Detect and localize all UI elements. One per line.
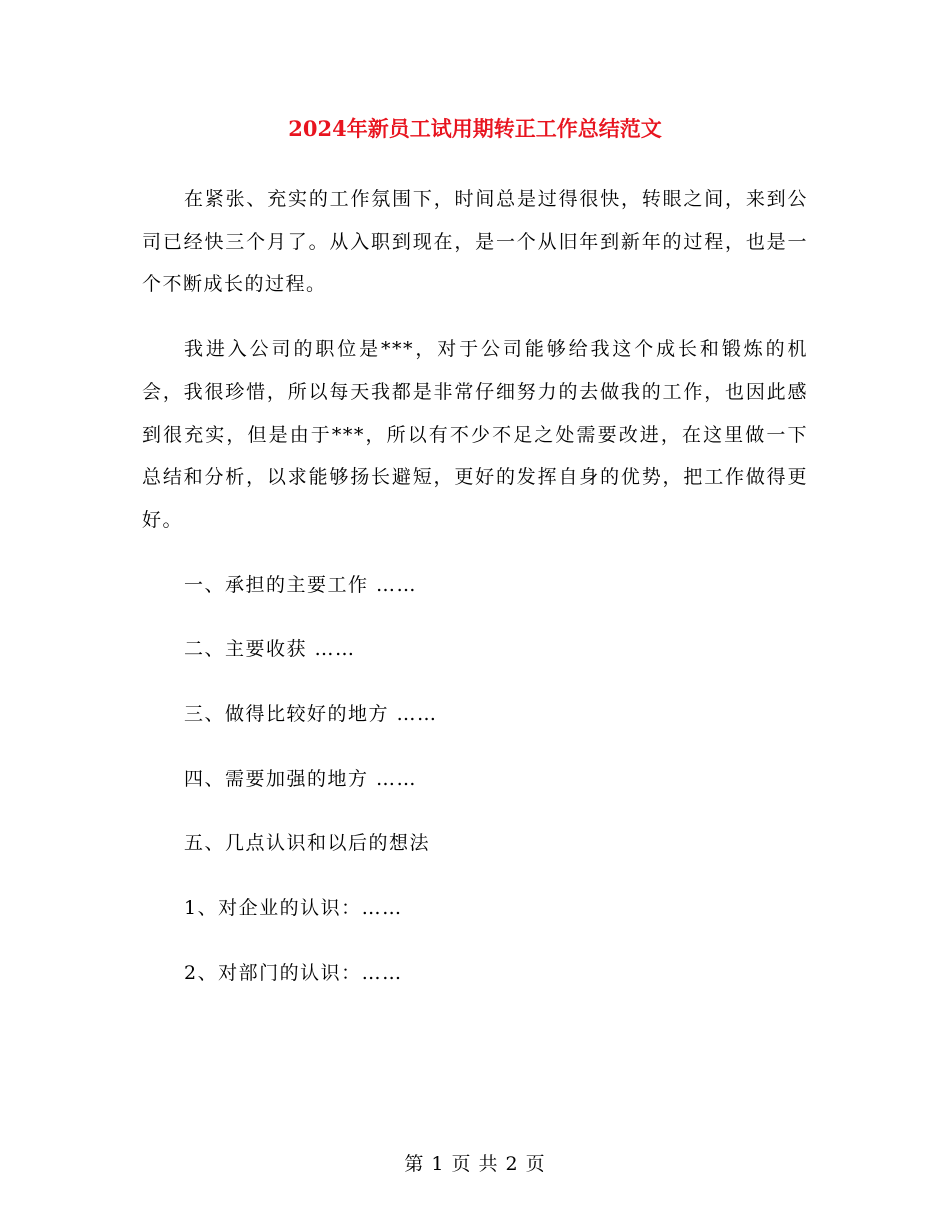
section-heading-gains: 二、主要收获 ……: [184, 638, 356, 661]
document-body: [142, 178, 808, 995]
subitem-department-understanding: 2、对部门的认识：……: [184, 961, 403, 984]
section-heading-strengths: 三、做得比较好的地方 ……: [184, 703, 438, 726]
section-heading-improvements: 四、需要加强的地方 ……: [184, 767, 418, 790]
document-title: 2024年新员工试用期转正工作总结范文: [288, 116, 662, 141]
section-heading-main-work: 一、承担的主要工作 ……: [184, 573, 418, 596]
page-number-footer: [0, 1150, 950, 1178]
subitem-company-understanding: 1、对企业的认识：……: [184, 897, 403, 920]
paragraph-position: 我进入公司的职位是***，对于公司能够给我这个成长和锻炼的机会，我很珍惜，所以每天我都是非常仔细努力的去做我的工作，也因此感到很充实，但是由于***，所以有不少不足之处需要改进，在这里做一下总结和分析，以求能够扬长避短，更好的发挥自身的优势，把工作做得更好。: [142, 338, 808, 531]
section-heading-thoughts: 五、几点认识和以后的想法: [184, 832, 431, 855]
paragraph-intro: 在紧张、充实的工作氛围下，时间总是过得很快，转眼之间，来到公司已经快三个月了。从入职到现在，是一个从旧年到新年的过程，也是一个不断成长的过程。: [142, 188, 808, 296]
page-number-text: 第 1 页 共 2 页: [404, 1153, 546, 1175]
